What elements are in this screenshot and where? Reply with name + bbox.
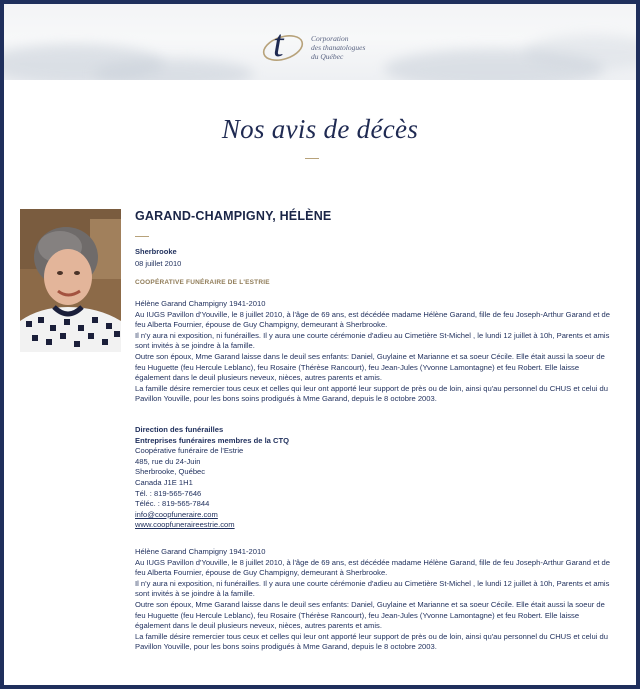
funeral-address: 485, rue du 24-Juin [135,456,201,466]
obituary-paragraph: La famille désire remercier tous ceux et celles qui leur ont apporté leur support de près ou de loin, ainsi qu'au personnel du CHUS et celui du Pavillon Youville, pour les bons soins prodigués à Mme Garand, depuis le 8 octobre 2003. [135,383,608,404]
funeral-fax: Téléc. : 819-565-7844 [135,499,210,509]
funeral-city: Sherbrooke, Québec [135,467,206,477]
portrait-image [20,209,121,352]
obituary-text-repeat [135,547,613,653]
website-link[interactable]: www.coopfuneraireestrie.com [135,520,235,530]
funeral-company: Coopérative funéraire de l'Estrie [135,446,244,456]
site-header [4,4,636,80]
obituary-paragraph: Outre son époux, Mme Garand laisse dans le deuil ses enfants: Daniel, Guylaine et Marianne et sa soeur Cécile. Elle était aussi la soeur de feu Huguette (feu Hercule Leblanc), feu Rosaire (Thérèse Rancourt), feu Jean-Jules (Yvonne Lamontagne) et feu Robert. Elle laisse également dans le deuil plusieurs neveux, nièces, autres parents et amis. [135,351,605,383]
obituary-text [135,299,613,405]
deceased-photo [20,209,121,352]
notice-date: 08 juillet 2010 [135,259,182,268]
page-title: Nos avis de décès [221,114,419,144]
obituary-paragraph: Il n'y aura ni exposition, ni funérailles. Il y aura une courte cérémonie d'adieu au Cimetière St-Michel , le lundi 12 juillet à 10h, Parents et amis sont invités à se joindre à la famille. [135,330,610,351]
obituary-paragraph: La famille désire remercier tous ceux et celles qui leur ont apporté leur support de près ou de loin, ainsi qu'au personnel du CHUS et celui du Pavillon Youville, pour les bons soins prodigués à Mme Garand, depuis le 8 octobre 2003. [135,631,608,652]
obituary-paragraph: Outre son époux, Mme Garand laisse dans le deuil ses enfants: Daniel, Guylaine et Marianne et sa soeur Cécile. Elle était aussi la soeur de feu Huguette (feu Hercule Leblanc), feu Rosaire (Thérèse Rancourt), feu Jean-Jules (Yvonne Lamontagne) et feu Robert. Elle laisse également dans le deuil plusieurs neveux, nièces, autres parents et amis. [135,599,605,631]
notice-city: Sherbrooke [135,247,177,256]
funeral-postal: Canada J1E 1H1 [135,477,193,487]
page-frame [4,4,636,685]
cooperative-name[interactable]: COOPÉRATIVE FUNÉRAIRE DE L'ESTRIE [135,279,270,286]
obituary-paragraph: Il n'y aura ni exposition, ni funérailles. Il y aura une courte cérémonie d'adieu au Cimetière St-Michel , le lundi 12 juillet à 10h, Parents et amis sont invités à se joindre à la famille. [135,578,610,599]
obituary-paragraph: Au IUGS Pavillon d'Youville, le 8 juillet 2010, à l'âge de 69 ans, est décédée madame Hélène Garand, fille de feu Joseph-Arthur Garand et de feu Alberta Fournier, épouse de Guy Champigny, demeurant à Sherbrooke. [135,557,610,578]
name-divider [135,236,149,237]
obituary-heading: Hélène Garand Champigny 1941-2010 [135,299,266,308]
logo-mark-icon [261,18,307,68]
funeral-direction [135,425,613,531]
logo-text: Corporation des thanatologues du Québec [311,34,366,61]
email-link[interactable]: info@coopfuneraire.com [135,509,218,519]
title-divider [305,158,319,159]
obituary-heading: Hélène Garand Champigny 1941-2010 [135,547,266,556]
funeral-phone: Tél. : 819-565-7646 [135,488,202,498]
deceased-name: GARAND-CHAMPIGNY, HÉLÈNE [135,209,332,223]
obituary-paragraph: Au IUGS Pavillon d'Youville, le 8 juillet 2010, à l'âge de 69 ans, est décédée madame Hélène Garand, fille de feu Joseph-Arthur Garand et de feu Alberta Fournier, épouse de Guy Champigny, demeurant à Sherbrooke. [135,309,610,330]
ctq-logo[interactable] [259,14,409,72]
funeral-heading: Direction des funérailles [135,425,224,434]
svg-text:t: t [273,23,284,65]
funeral-subheading: Entreprises funéraires membres de la CTQ [135,435,290,445]
